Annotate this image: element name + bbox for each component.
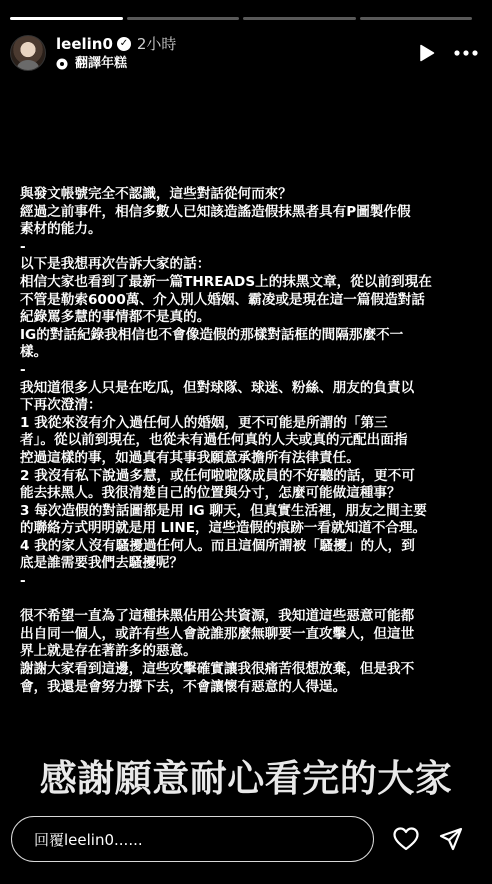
story-text-line: 下再次澄清：	[20, 397, 102, 414]
verified-badge-icon: ✓	[117, 37, 131, 51]
story-text-line: 會，我還是會努力撐下去，不會讓懷有惡意的人得逞。	[20, 678, 347, 695]
send-icon[interactable]	[437, 825, 465, 853]
story-headline: 感謝願意耐心看完的大家	[39, 757, 453, 800]
progress-segment-3	[243, 17, 356, 20]
avatar[interactable]	[10, 35, 46, 71]
music-note-icon	[56, 58, 68, 70]
story-progress-bar	[10, 17, 472, 20]
story-text-line: 出自同一個人，或許有些人會說誰那麼無聊要一直攻擊人，但這世	[20, 625, 415, 642]
username-row	[56, 35, 176, 53]
username[interactable]: leelin0	[56, 34, 113, 53]
story-text-line: 相信大家也看到了最新一篇THREADS上的抹黑文章，從以前到現在	[20, 273, 432, 290]
story-text-line: -	[20, 573, 26, 590]
story-text-line: 素材的能力。	[20, 221, 102, 238]
progress-segment-1	[10, 17, 123, 20]
story-text-line: 不管是勒索6000萬、介入別人婚姻、霸凌或是現在這一篇假造對話	[20, 291, 425, 308]
story-meta	[56, 35, 176, 72]
story-text-line	[20, 591, 466, 609]
story-text-line: 謝謝大家看到這邊，這些攻擊確實讓我很痛苦很想放棄，但是我不	[20, 661, 415, 678]
music-label: 翻譯年糕	[75, 55, 128, 71]
story-text-line: 者」。從以前到現在，也從未有過任何真的人夫或真的元配出面指	[20, 432, 408, 449]
story-text-line: 4 我的家人沒有騷擾過任何人。而且這個所謂被「騷擾」的人，到	[20, 537, 415, 554]
story-text-line: 以下是我想再次告訴大家的話：	[20, 256, 211, 273]
play-icon[interactable]	[418, 44, 436, 62]
reply-input[interactable]: 回覆leelin0......	[11, 816, 374, 862]
story-controls	[418, 44, 478, 62]
story-text-line: IG的對話紀錄我相信也不會像造假的那樣對話框的間隔那麼不一	[20, 326, 404, 343]
story-text-line: 1 我從來沒有介入過任何人的婚姻，更不可能是所謂的「第三	[20, 414, 388, 431]
story-header	[10, 32, 478, 74]
progress-segment-2	[127, 17, 240, 20]
music-row[interactable]	[56, 56, 176, 72]
story-text-line: 界上就是存在著許多的惡意。	[20, 643, 197, 660]
story-text-body	[20, 186, 466, 696]
progress-segment-4	[360, 17, 473, 20]
story-text-line: -	[20, 361, 26, 378]
story-text-line: -	[20, 238, 26, 255]
story-text-line: 的聯絡方式明明就是用 LINE，這些造假的痕跡一看就知道不合理。	[20, 520, 427, 537]
story-text-line: 紀錄罵多慧的事情都不是真的。	[20, 309, 211, 326]
timestamp: 2小時	[136, 34, 177, 53]
story-text-line: 2 我沒有私下說過多慧，或任何啦啦隊成員的不好聽的話，更不可	[20, 467, 415, 484]
story-text-line: 底是誰需要我們去騷擾呢？	[20, 555, 184, 572]
story-text-line: 控過這樣的事，如過真有其事我願意承擔所有法律責任。	[20, 449, 360, 466]
heart-icon[interactable]	[392, 825, 420, 853]
story-text-line: 我知道很多人只是在吃瓜，但對球隊、球迷、粉絲、朋友的負責以	[20, 379, 415, 396]
story-text-line: 樣。	[20, 344, 48, 361]
story-text-line: 能去抹黑人。我很清楚自己的位置與分寸，怎麼可能做這種事？	[20, 485, 401, 502]
story-footer	[11, 815, 478, 863]
more-horizontal-icon[interactable]	[454, 44, 478, 62]
story-text-line: 經過之前事件，相信多數人已知該造謠造假抹黑者具有P圖製作假	[20, 203, 411, 220]
story-text-line: 與發文帳號完全不認識，這些對話從何而來？	[20, 186, 292, 202]
story-text-line: 很不希望一直為了這種抹黑佔用公共資源，我知道這些惡意可能都	[20, 608, 415, 625]
story-text-line: 3 每次造假的對話圖都是用 IG 聊天，但真實生活裡，朋友之間主要	[20, 502, 427, 519]
